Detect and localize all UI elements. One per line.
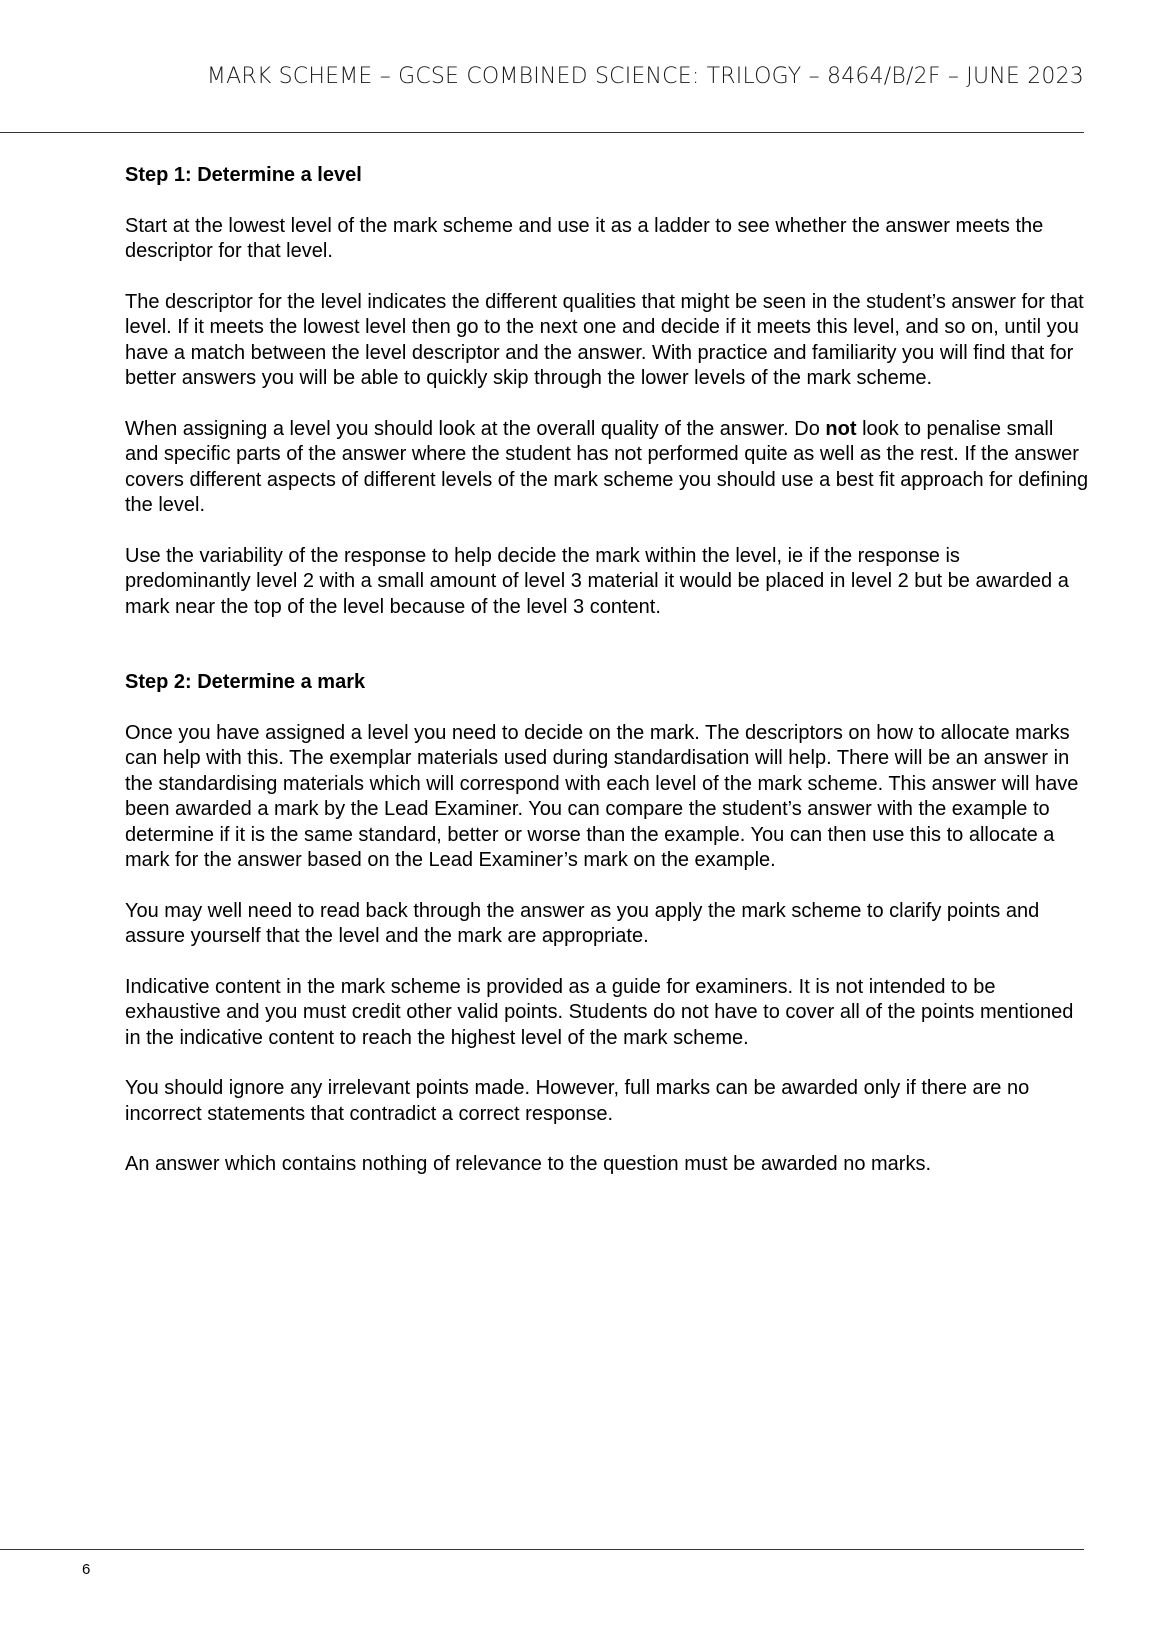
- emphasis-not: not: [825, 417, 857, 440]
- step2-paragraph-5: An answer which contains nothing of relevance to the question must be awarded no marks.: [125, 1153, 932, 1175]
- step1-heading: Step 1: Determine a level: [125, 164, 362, 186]
- step1-paragraph-3-end: look to penalise small and specific parts of the answer where the student has not performed quite as well as the rest. If the answer covers different aspects of different levels of the mark scheme you should use a best fit approach for defining the level.: [125, 417, 1089, 516]
- step1-paragraph-3-start: When assigning a level you should look at the overall quality of the answer. Do: [125, 417, 826, 440]
- step2-paragraph-3: Indicative content in the mark scheme is provided as a guide for examiners. It is not intended to be exhaustive and you must credit other valid points. Students do not have to cover all of the points mentioned in the indicative content to reach the highest level of the mark scheme.: [125, 975, 1074, 1049]
- footer-rule: [0, 1549, 1084, 1550]
- step2-heading: Step 2: Determine a mark: [125, 671, 366, 693]
- step2-paragraph-1: Once you have assigned a level you need to decide on the mark. The descriptors on how to allocate marks can help with this. The exemplar materials used during standardisation will help. There will be an answer in the standardising materials which will correspond with each level of the mark scheme. This answer will have been awarded a mark by the Lead Examiner. You can compare the student’s answer with the example to determine if it is the same standard, better or worse than the example. You can then use this to allocate a mark for the answer based on the Lead Examiner’s mark on the example.: [125, 721, 1079, 871]
- page-number: 6: [82, 1561, 91, 1578]
- step1-paragraph-1: Start at the lowest level of the mark scheme and use it as a ladder to see whether the answer meets the descriptor for that level.: [125, 214, 1044, 262]
- step1-paragraph-2: The descriptor for the level indicates the different qualities that might be seen in the student’s answer for that level. If it meets the lowest level then go to the next one and decide if it meets this level, and so on, until you have a match between the level descriptor and the answer. With practice and familiarity you will find that for better answers you will be able to quickly skip through the lower levels of the mark scheme.: [125, 290, 1084, 389]
- header-rule: [0, 132, 1084, 133]
- page-body: [125, 163, 1090, 1178]
- running-header: MARK SCHEME – GCSE COMBINED SCIENCE: TRILOGY – 8464/B/2F – JUNE 2023: [206, 64, 1084, 89]
- step1-paragraph-3: [125, 417, 1090, 519]
- step2-paragraph-2: You may well need to read back through the answer as you apply the mark scheme to clarify points and assure yourself that the level and the mark are appropriate.: [125, 899, 1040, 947]
- step1-paragraph-4: Use the variability of the response to help decide the mark within the level, ie if the response is predominantly level 2 with a small amount of level 3 material it would be placed in level 2 but be awarded a mark near the top of the level because of the level 3 content.: [125, 544, 1069, 618]
- step2-paragraph-4: You should ignore any irrelevant points made. However, full marks can be awarded only if there are no incorrect statements that contradict a correct response.: [125, 1077, 1030, 1125]
